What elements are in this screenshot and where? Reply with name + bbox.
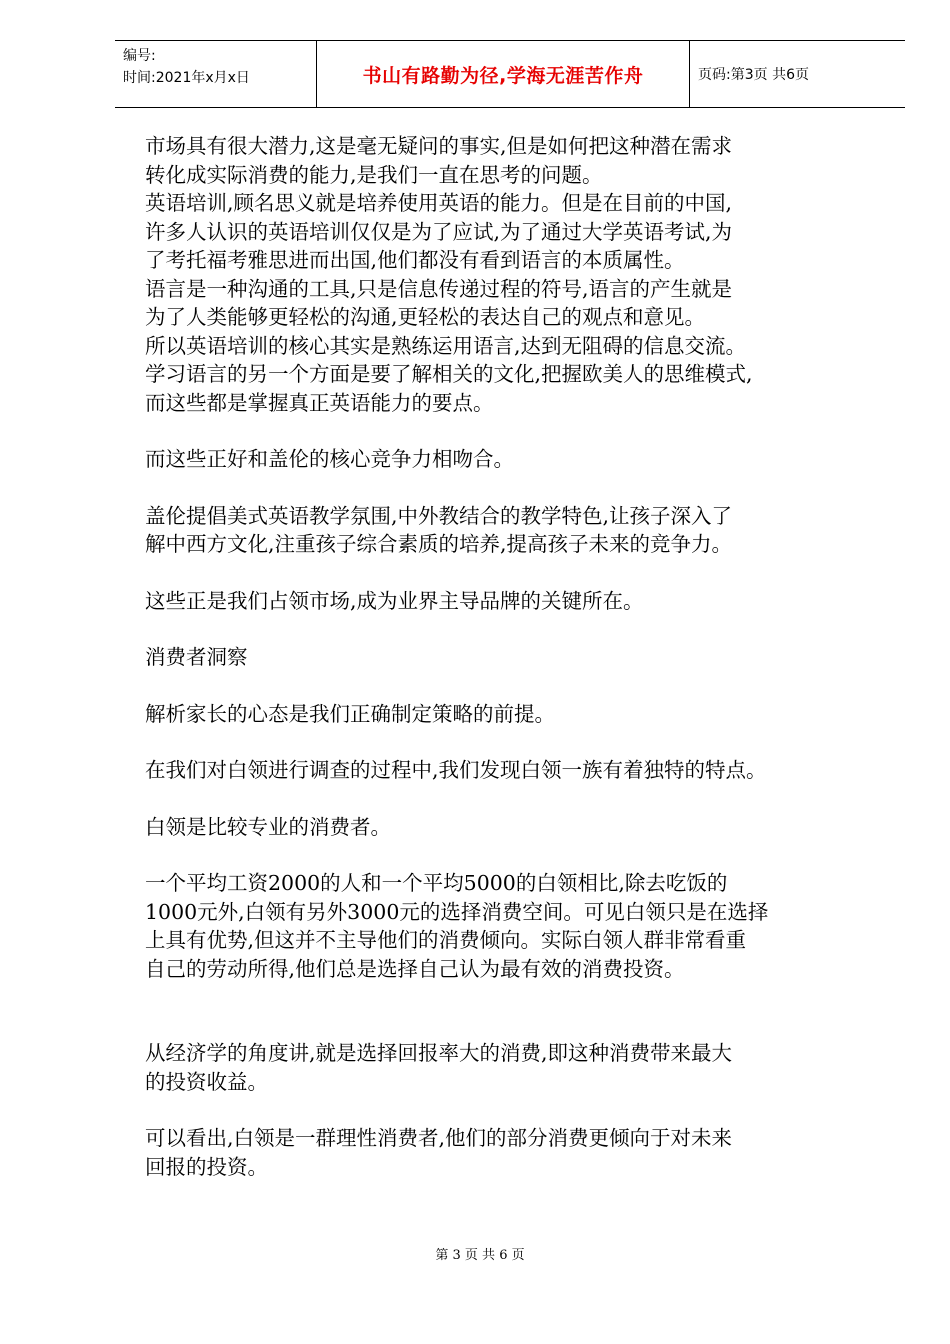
paragraph <box>145 813 885 842</box>
text-line: 自己的劳动所得,他们总是选择自己认为最有效的消费投资。 <box>145 956 685 981</box>
text-line: 转化成实际消费的能力,是我们一直在思考的问题。 <box>145 162 603 187</box>
header-meta <box>115 41 317 107</box>
text-line: 为了人类能够更轻松的沟通,更轻松的表达自己的观点和意见。 <box>145 305 706 329</box>
text-line: 白领是比较专业的消费者。 <box>145 814 391 839</box>
paragraph <box>145 275 885 332</box>
text-line: 这些正是我们占领市场,成为业界主导品牌的关键所在。 <box>145 588 644 613</box>
text-line: 解中西方文化,注重孩子综合素质的培养,提高孩子未来的竞争力。 <box>145 532 733 556</box>
paragraph <box>145 502 885 559</box>
paragraph <box>145 587 885 616</box>
text-line: 消费者洞察 <box>145 645 248 669</box>
paragraph <box>145 132 885 189</box>
text-line: 所以英语培训的核心其实是熟练运用语言,达到无阻碍的信息交流。 <box>145 333 747 358</box>
text-line: 可以看出,白领是一群理性消费者,他们的部分消费更倾向于对未来 <box>145 1126 733 1150</box>
text-line: 盖伦提倡美式英语教学氛围,中外教结合的教学特色,让孩子深入了 <box>145 503 733 528</box>
page-footer: 第 3 页 共 6 页 <box>435 1248 525 1263</box>
text-line: 回报的投资。 <box>145 1154 268 1179</box>
text-line: 一个平均工资2000的人和一个平均5000的白领相比,除去吃饭的 <box>145 871 728 895</box>
text-line: 语言是一种沟通的工具,只是信息传递过程的符号,语言的产生就是 <box>145 276 733 301</box>
document-number-label: 编号: <box>123 48 156 64</box>
paragraph <box>145 1039 885 1096</box>
text-line: 市场具有很大潜力,这是毫无疑问的事实,但是如何把这种潜在需求 <box>145 134 733 158</box>
text-line: 在我们对白领进行调查的过程中,我们发现白领一族有着独特的特点。 <box>145 758 767 782</box>
document-body <box>145 132 885 1181</box>
text-line: 1000元外,白领有另外3000元的选择消费空间。可见白领只是在选择 <box>145 899 769 924</box>
text-line: 上具有优势,但这并不主导他们的消费倾向。实际白领人群非常看重 <box>145 928 747 952</box>
paragraph <box>145 360 885 417</box>
paragraph <box>145 189 885 275</box>
text-line: 的投资收益。 <box>145 1069 268 1094</box>
text-line: 许多人认识的英语培训仅仅是为了应试,为了通过大学英语考试,为 <box>145 219 733 244</box>
paragraph <box>145 869 885 983</box>
header-page-info: 页码:第3页 共6页 <box>698 67 809 83</box>
paragraph <box>145 332 885 361</box>
text-line: 学习语言的另一个方面是要了解相关的文化,把握欧美人的思维模式, <box>145 362 753 386</box>
text-line: 而这些都是掌握真正英语能力的要点。 <box>145 390 494 415</box>
text-line: 从经济学的角度讲,就是选择回报率大的消费,即这种消费带来最大 <box>145 1041 733 1065</box>
paragraph <box>145 1124 885 1181</box>
text-line: 了考托福考雅思进而出国,他们都没有看到语言的本质属性。 <box>145 248 685 272</box>
text-line: 而这些正好和盖伦的核心竞争力相吻合。 <box>145 447 514 471</box>
text-line: 解析家长的心态是我们正确制定策略的前提。 <box>145 701 555 726</box>
header-motto: 书山有路勤为径,学海无涯苦作舟 <box>317 41 690 107</box>
document-time-label: 时间:2021年x月x日 <box>123 70 250 86</box>
page-header <box>115 40 905 108</box>
paragraph <box>145 700 885 729</box>
section-heading <box>145 643 885 672</box>
paragraph <box>145 445 885 474</box>
text-line: 英语培训,顾名思义就是培养使用英语的能力。但是在目前的中国, <box>145 191 733 215</box>
paragraph <box>145 756 885 785</box>
